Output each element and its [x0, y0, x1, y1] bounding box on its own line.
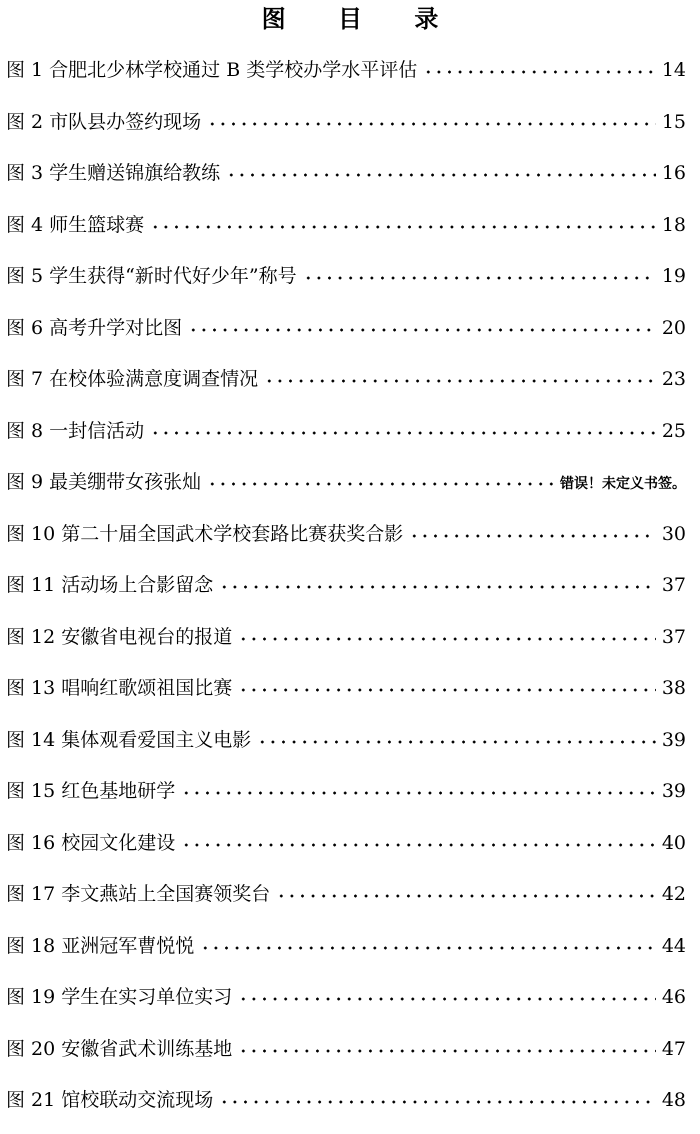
figure-entry-page-number: 39 — [661, 728, 686, 751]
figure-entry-label: 图 21 馆校联动交流现场 — [6, 1089, 214, 1111]
figure-entry[interactable] — [6, 670, 686, 722]
figure-entry-label: 图 10 第二十届全国武术学校套路比赛获奖合影 — [6, 522, 404, 545]
figure-entry[interactable] — [6, 928, 686, 980]
dot-leader — [150, 431, 656, 435]
dot-leader — [238, 637, 656, 641]
figure-entry-label: 图 15 红色基地研学 — [6, 780, 176, 802]
figure-entry-page-number: 20 — [661, 316, 686, 339]
figure-entry[interactable] — [6, 876, 686, 928]
figure-entry-page-number: 19 — [661, 265, 686, 287]
figure-entry-page-number: 48 — [661, 1089, 686, 1111]
figure-entry-label: 图 2 市队县办签约现场 — [6, 110, 202, 133]
figure-entry-label: 图 6 高考升学对比图 — [6, 316, 183, 339]
figure-entry-label: 图 3 学生赠送锦旗给教练 — [6, 162, 221, 184]
figure-entry[interactable] — [6, 104, 686, 156]
figure-entry[interactable] — [6, 1082, 686, 1134]
figure-entry-label: 图 11 活动场上合影留念 — [6, 574, 214, 596]
figure-entry[interactable] — [6, 567, 686, 619]
figure-entry[interactable] — [6, 979, 686, 1031]
figure-entry-page-number: 46 — [661, 986, 686, 1008]
figure-entry-label: 图 14 集体观看爱国主义电影 — [6, 728, 252, 751]
figure-entry-page-number: 16 — [661, 162, 686, 184]
figure-entry-label: 图 9 最美绷带女孩张灿 — [6, 471, 202, 493]
dot-leader — [264, 379, 656, 383]
figure-entry-label: 图 8 一封信活动 — [6, 419, 145, 442]
figure-list — [6, 52, 686, 1134]
figure-entry[interactable] — [6, 413, 686, 465]
figure-entry-label: 图 19 学生在实习单位实习 — [6, 986, 233, 1008]
figure-entry-page-number: 18 — [661, 213, 686, 236]
dot-leader — [303, 276, 656, 280]
figure-entry[interactable] — [6, 619, 686, 671]
figure-entry[interactable] — [6, 516, 686, 568]
figure-entry-page-number: 23 — [661, 368, 686, 390]
figure-entry-label: 图 4 师生篮球赛 — [6, 213, 145, 236]
figure-entry-label: 图 13 唱响红歌颂祖国比赛 — [6, 677, 233, 699]
figure-entry-page-number: 14 — [661, 59, 686, 81]
figure-entry-label: 图 7 在校体验满意度调查情况 — [6, 368, 259, 390]
figure-entry-page-number: 25 — [661, 419, 686, 442]
figure-entry-page-number: 38 — [661, 677, 686, 699]
figure-entry[interactable] — [6, 464, 686, 516]
dot-leader — [226, 173, 656, 177]
figure-entry[interactable] — [6, 258, 686, 310]
dot-leader — [238, 997, 656, 1001]
figure-entry-label: 图 12 安徽省电视台的报道 — [6, 625, 233, 648]
dot-leader — [219, 1100, 656, 1104]
figure-entry-page-number: 15 — [661, 110, 686, 133]
dot-leader — [200, 946, 656, 950]
figure-entry-label: 图 5 学生获得“新时代好少年”称号 — [6, 265, 297, 287]
figure-entry-page-number: 44 — [661, 934, 686, 957]
figure-entry[interactable] — [6, 1031, 686, 1083]
figure-entry[interactable] — [6, 773, 686, 825]
dot-leader — [207, 122, 656, 126]
dot-leader — [181, 791, 656, 795]
figure-entry-page-number: 37 — [661, 574, 686, 596]
dot-leader — [276, 894, 656, 898]
figure-entry-page-number: 42 — [661, 883, 686, 905]
figure-entry[interactable] — [6, 361, 686, 413]
dot-leader — [257, 740, 656, 744]
figure-entry-page-number: 40 — [661, 831, 686, 854]
dot-leader — [423, 70, 656, 74]
figure-entry[interactable] — [6, 722, 686, 774]
figure-entry-label: 图 1 合肥北少林学校通过 B 类学校办学水平评估 — [6, 59, 418, 81]
figure-entry[interactable] — [6, 155, 686, 207]
dot-leader — [150, 225, 656, 229]
dot-leader — [207, 482, 554, 486]
dot-leader — [238, 688, 656, 692]
bookmark-error-text: 错误！未定义书签。 — [560, 476, 686, 492]
figure-entry-page-number: 30 — [661, 522, 686, 545]
figure-entry[interactable] — [6, 825, 686, 877]
figure-entry[interactable] — [6, 207, 686, 259]
figure-entry-label: 图 18 亚洲冠军曹悦悦 — [6, 934, 195, 957]
dot-leader — [409, 534, 656, 538]
figure-entry-page-number: 39 — [661, 780, 686, 802]
toc-title: 图 目 录 — [261, 5, 461, 33]
figure-entry[interactable] — [6, 310, 686, 362]
dot-leader — [219, 585, 656, 589]
figure-entry-page-number: 47 — [661, 1037, 686, 1060]
dot-leader — [188, 328, 656, 332]
figure-entry-label: 图 17 李文燕站上全国赛领奖台 — [6, 883, 271, 905]
dot-leader — [181, 843, 656, 847]
figure-entry[interactable] — [6, 52, 686, 104]
dot-leader — [238, 1049, 656, 1053]
figure-entry-label: 图 16 校园文化建设 — [6, 831, 176, 854]
figure-entry-page-number: 37 — [661, 625, 686, 648]
figure-entry-label: 图 20 安徽省武术训练基地 — [6, 1037, 233, 1060]
